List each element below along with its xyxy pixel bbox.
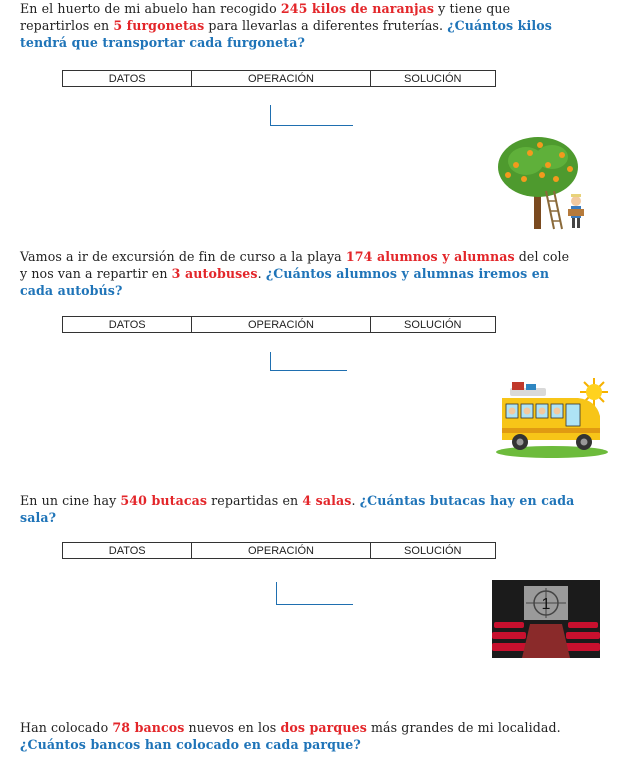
cinema-screen-number: 1 [541,596,551,613]
division-bracket-3 [276,582,353,605]
problem-2-text [20,248,580,299]
problem-text-span: Han colocado [20,719,113,735]
highlighted-quantity: dos parques [280,719,367,735]
problem-question: ¿Cuántos bancos han colocado en cada parque? [20,736,361,752]
header-operacion: OPERACIÓN [192,543,370,558]
division-bracket-1 [270,105,353,126]
header-datos: DATOS [63,543,192,558]
header-datos: DATOS [63,317,192,332]
highlighted-quantity: 5 furgonetas [113,17,205,33]
highlighted-quantity: 4 salas [302,492,352,508]
problem-4-text [20,719,580,753]
header-solucion: SOLUCIÓN [404,544,462,557]
problem-text-span: del cole y nos van a repartir en [20,248,570,281]
problem-text-span: En un cine hay [20,492,121,508]
header-datos: DATOS [63,71,192,86]
problem-text-span: repartidas en [207,492,303,508]
answer-table-2 [62,316,496,333]
orange-tree-illustration [496,135,592,231]
problem-question: ¿Cuántas butacas hay en cada sala? [20,492,575,525]
highlighted-quantity: 78 bancos [112,719,185,735]
highlighted-quantity: 174 alumnos y alumnas [345,248,515,264]
division-bracket-2 [270,352,347,371]
problem-text-span: y tiene que repartirlos en [20,0,511,33]
highlighted-quantity: 3 autobuses [171,265,258,281]
problem-text-span: más grandes de mi localidad. [366,719,561,735]
highlighted-quantity: 245 kilos de naranjas [280,0,435,16]
problem-text-span: Vamos a ir de excursión de fin de curso a la playa [20,248,346,264]
answer-table-3 [62,542,496,559]
header-operacion: OPERACIÓN [192,71,370,86]
problem-question: ¿Cuántos kilos tendrá que transportar cada furgoneta? [20,17,552,50]
problem-question: ¿Cuántos alumnos y alumnas iremos en cada autobús? [20,265,550,298]
problem-text-span: para llevarlas a diferentes fruterías. [204,17,448,33]
highlighted-quantity: 540 butacas [120,492,208,508]
school-bus-illustration [496,376,614,460]
problem-3-text [20,492,580,526]
header-solucion: SOLUCIÓN [404,318,462,331]
problem-1-text [20,0,580,51]
problem-text-span: En el huerto de mi abuelo han recogido [20,0,281,16]
cinema-hall-illustration [492,580,600,658]
problem-text-span: . [351,492,360,508]
problem-text-span: . [257,265,266,281]
header-operacion: OPERACIÓN [192,317,370,332]
answer-table-1 [62,70,496,87]
problem-text-span: nuevos en los [184,719,281,735]
header-solucion: SOLUCIÓN [404,72,462,85]
